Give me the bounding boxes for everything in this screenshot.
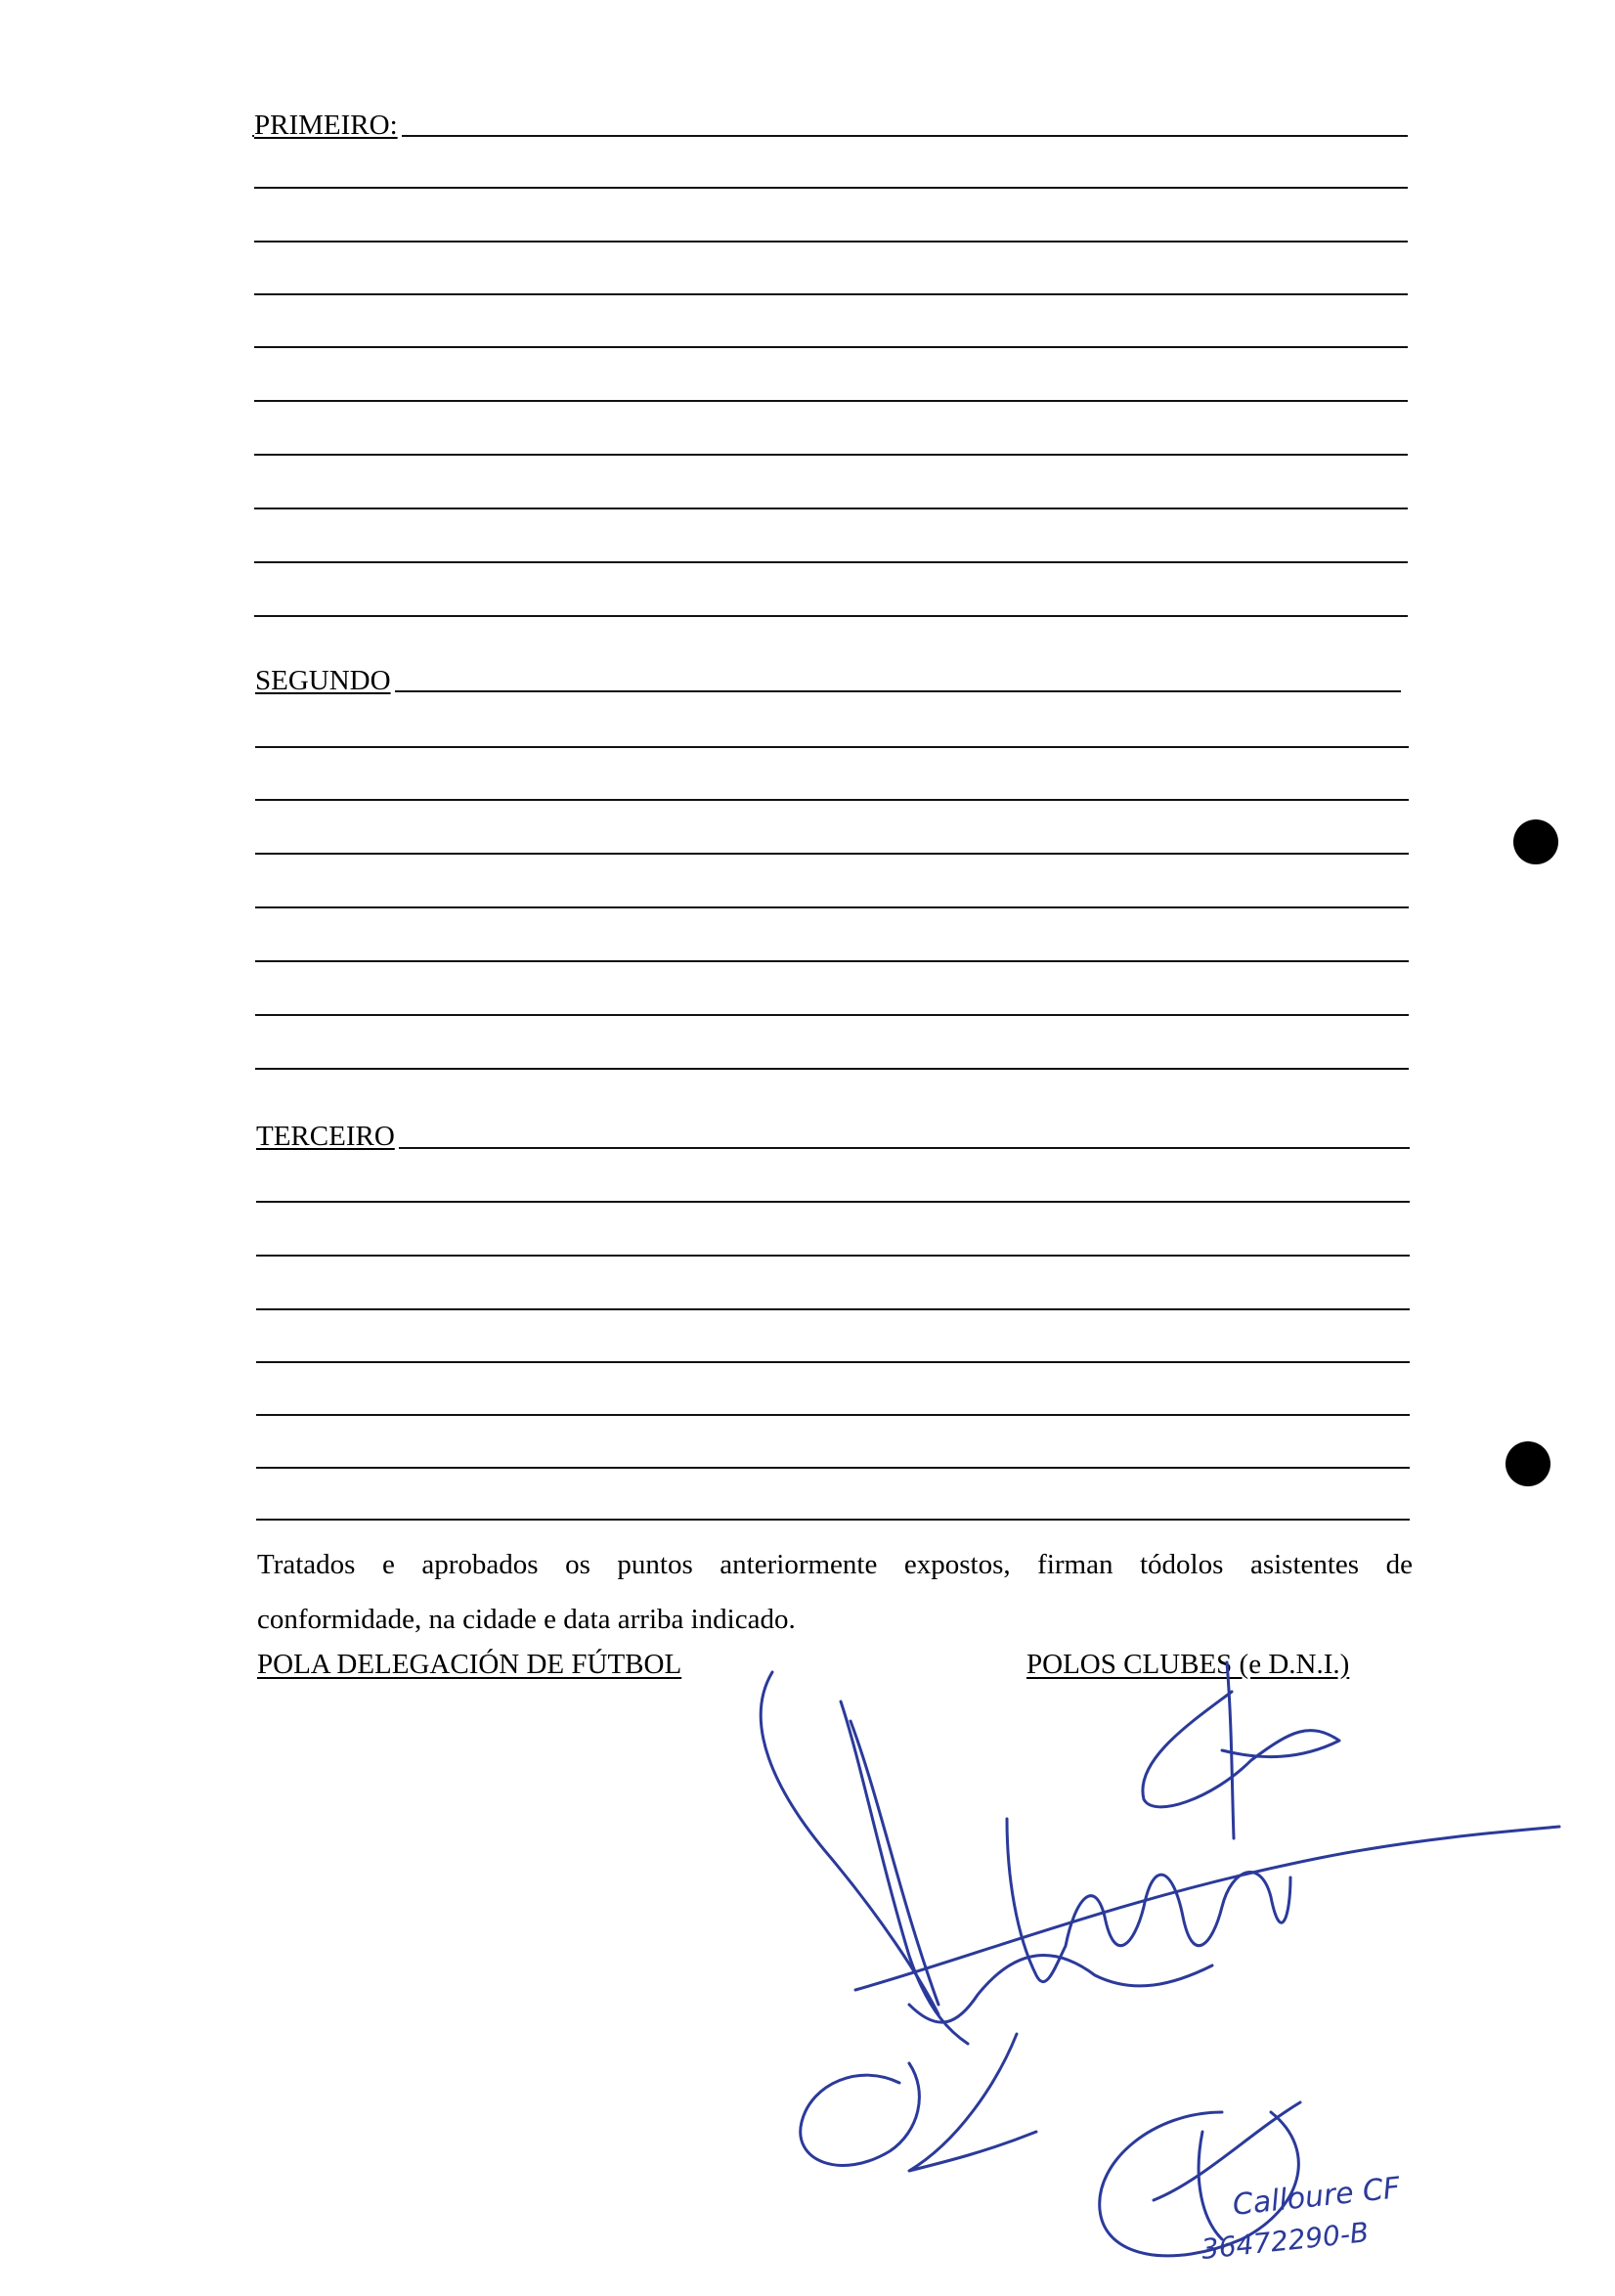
section-label-primeiro: PRIMEIRO: — [254, 110, 402, 141]
writing-line — [255, 1068, 1409, 1070]
signature-stroke — [909, 2034, 1036, 2171]
writing-line — [256, 1414, 1410, 1416]
writing-line — [255, 960, 1409, 962]
closing-line-1: Tratados e aprobados os puntos anteriormente expostos, firman tódolos asistentes de — [257, 1549, 1413, 1580]
writing-line — [255, 1014, 1409, 1016]
clubs-signature-label: POLOS CLUBES (e D.N.I.) — [1026, 1649, 1350, 1680]
segundo-line — [255, 690, 1401, 692]
signature-stroke — [851, 1721, 938, 2005]
handwritten-club-name: Calloure CF — [1231, 2171, 1402, 2223]
writing-line — [254, 187, 1408, 189]
writing-line — [254, 615, 1408, 617]
section-label-segundo: SEGUNDO — [255, 665, 395, 696]
closing-line-2: conformidade, na cidade e data arriba indicado. — [257, 1604, 796, 1635]
writing-line — [254, 241, 1408, 243]
writing-line — [255, 906, 1409, 908]
closing-paragraph — [257, 1537, 1413, 1647]
writing-line — [254, 400, 1408, 402]
primeiro-line — [252, 135, 1408, 137]
writing-line — [254, 454, 1408, 456]
writing-line — [256, 1255, 1410, 1257]
signature-stroke — [1007, 1819, 1290, 1982]
signature-stroke — [1227, 1662, 1234, 1838]
signature-stroke — [1199, 2132, 1222, 2239]
signature-stroke — [1100, 2112, 1299, 2256]
writing-line — [255, 746, 1409, 748]
writing-line — [254, 561, 1408, 563]
writing-line — [255, 799, 1409, 801]
writing-line — [256, 1361, 1410, 1363]
signature-stroke — [801, 2063, 920, 2165]
writing-line — [254, 293, 1408, 295]
signature-stroke — [909, 1956, 1212, 2023]
writing-line — [254, 346, 1408, 348]
writing-line — [256, 1201, 1410, 1203]
terceiro-line — [256, 1147, 1410, 1149]
writing-line — [256, 1308, 1410, 1310]
signature-stroke — [855, 1827, 1559, 1990]
writing-line — [256, 1467, 1410, 1469]
signature-stroke — [1154, 2102, 1300, 2200]
section-label-terceiro: TERCEIRO — [256, 1121, 399, 1152]
writing-line — [256, 1519, 1410, 1521]
writing-line — [255, 853, 1409, 855]
writing-line — [254, 508, 1408, 509]
signature-stroke — [841, 1701, 968, 2044]
punch-hole-lower — [1506, 1441, 1550, 1486]
handwritten-id-number: 36472290-B — [1200, 2216, 1371, 2266]
punch-hole-upper — [1513, 819, 1558, 864]
signature-stroke — [761, 1672, 938, 2014]
delegation-signature-label: POLA DELEGACIÓN DE FÚTBOL — [257, 1649, 682, 1680]
signature-stroke — [1143, 1692, 1339, 1807]
